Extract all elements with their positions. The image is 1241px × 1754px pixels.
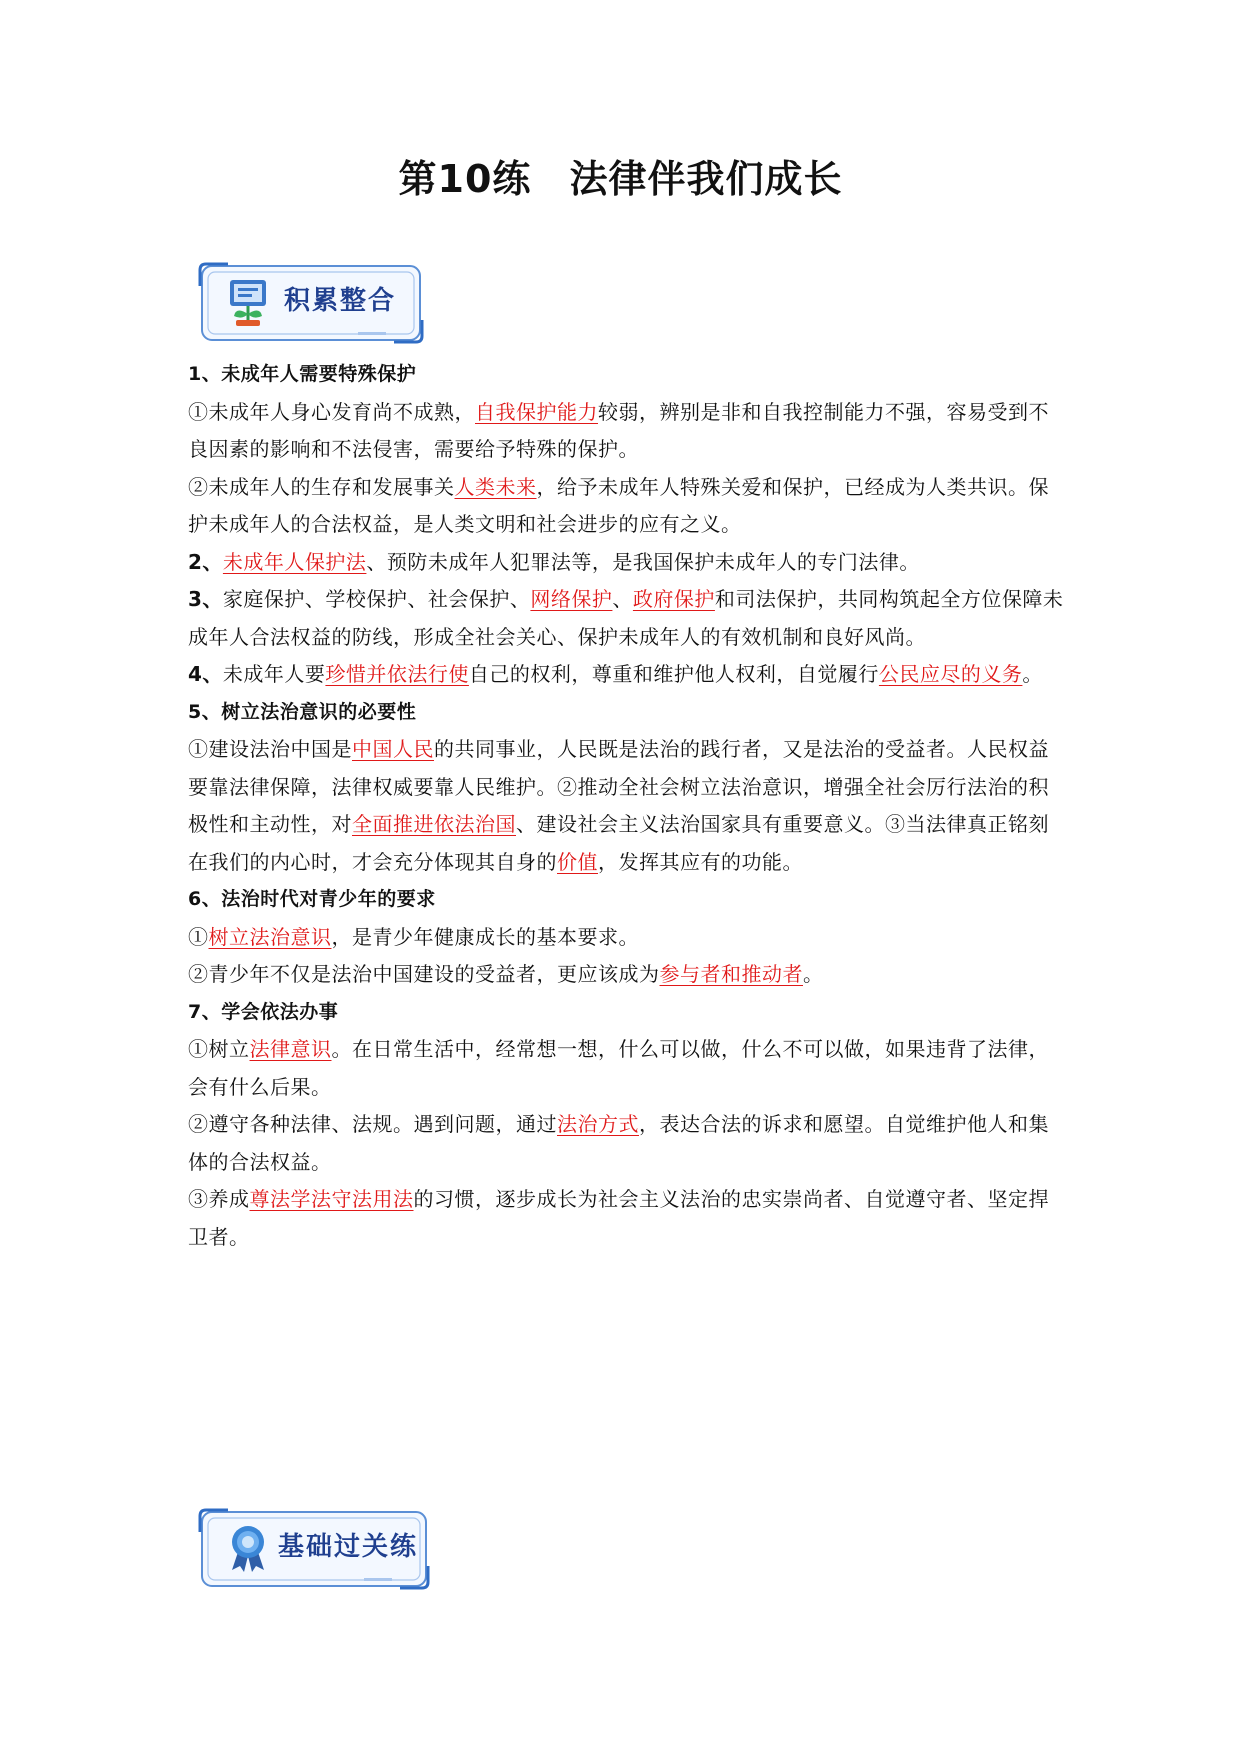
text-run: 未成年人要 bbox=[222, 662, 326, 686]
text-run: 。 bbox=[1022, 662, 1043, 686]
text-run: 的习惯，逐步成长为社会主义法治的忠实崇尚者、自觉遵守者、坚定捍卫者。 bbox=[188, 1187, 1049, 1249]
text-run: 和司法保护，共同构筑起全方位保障未成年人合法权益的防线，形成全社会关心、保护未成年人的有效机制和良好风尚。 bbox=[188, 587, 1064, 649]
practice-badge bbox=[198, 1508, 430, 1590]
section-1-heading: 1、未成年人需要特殊保护 bbox=[188, 363, 417, 385]
section-number: 4、 bbox=[188, 662, 223, 686]
text-run: ③养成 bbox=[188, 1187, 250, 1211]
text-run: ②青少年不仅是法治中国建设的受益者，更应该成为 bbox=[188, 962, 660, 986]
keyword: 树立法治意识 bbox=[208, 924, 332, 949]
summary-badge-label: 积累整合 bbox=[284, 286, 397, 316]
book-plant-icon bbox=[224, 276, 272, 328]
keyword: 未成年人保护法 bbox=[222, 549, 367, 574]
keyword: 网络保护 bbox=[530, 587, 613, 611]
section-7-para-1 bbox=[188, 1031, 1068, 1106]
text-run: ①树立 bbox=[188, 1037, 250, 1061]
title-part1: 第10练 bbox=[398, 157, 532, 201]
section-6-para-1 bbox=[188, 919, 1068, 957]
section-7-heading: 7、学会依法办事 bbox=[188, 1000, 339, 1023]
text-run: 较弱，辨别是非和自我控制能力不强，容易受到不良因素的影响和不法侵害，需要给予特殊的保护。 bbox=[188, 399, 1049, 461]
section-number: 3、 bbox=[188, 587, 223, 611]
text-run: 、建设社会主义法治国家具有重要意义。③当法律真正铭刻在我们的内心时，才会充分体现其自身的 bbox=[188, 812, 1049, 874]
text-run: ②遵守各种法律、法规。遇到问题，通过 bbox=[188, 1112, 557, 1136]
section-2 bbox=[188, 544, 1068, 582]
section-4 bbox=[188, 656, 1068, 694]
section-6-heading: 6、法治时代对青少年的要求 bbox=[188, 888, 436, 910]
text-run: 、 bbox=[612, 587, 633, 611]
text-run: 自己的权利，尊重和维护他人权利，自觉履行 bbox=[468, 662, 879, 686]
summary-badge bbox=[198, 262, 424, 344]
section-7-para-3 bbox=[188, 1181, 1068, 1256]
keyword: 政府保护 bbox=[632, 587, 715, 611]
text-run: ①未成年人身心发育尚不成熟， bbox=[188, 399, 475, 424]
ribbon-medal-icon bbox=[224, 1522, 272, 1574]
section-1-para-2 bbox=[188, 469, 1068, 544]
section-3 bbox=[188, 581, 1068, 656]
text-run: ，表达合法的诉求和愿望。自觉维护他人和集体的合法权益。 bbox=[188, 1112, 1049, 1174]
text-run: ①建设法治中国是 bbox=[188, 737, 352, 761]
keyword: 珍惜并依法行使 bbox=[325, 662, 469, 686]
text-run: ②未成年人的生存和发展事关 bbox=[188, 474, 455, 499]
section-7-para-2 bbox=[188, 1106, 1068, 1181]
title-part2: 法律伴我们成长 bbox=[569, 157, 843, 201]
summary-content bbox=[188, 356, 1068, 1256]
keyword: 中国人民 bbox=[352, 737, 434, 761]
keyword: 价值 bbox=[557, 849, 598, 874]
keyword: 尊法学法守法用法 bbox=[249, 1187, 414, 1211]
text-run: 、预防未成年人犯罪法等，是我国保护未成年人的专门法律。 bbox=[366, 549, 920, 574]
text-run: 。在日常生活中，经常想一想，什么可以做，什么不可以做，如果违背了法律，会有什么后果。 bbox=[188, 1037, 1049, 1099]
section-6-para-2 bbox=[188, 956, 1068, 994]
keyword: 全面推进依法治国 bbox=[352, 812, 516, 836]
section-1-para-1 bbox=[188, 394, 1068, 469]
text-run: 。 bbox=[803, 962, 824, 986]
keyword: 法治方式 bbox=[557, 1112, 639, 1136]
text-run: ① bbox=[188, 924, 209, 949]
section-number: 2、 bbox=[188, 549, 223, 574]
text-run: 家庭保护、学校保护、社会保护、 bbox=[222, 587, 531, 611]
keyword: 法律意识 bbox=[249, 1037, 332, 1061]
keyword: 人类未来 bbox=[454, 474, 537, 499]
page-title bbox=[0, 148, 1241, 203]
text-run: 的共同事业，人民既是法治的践行者，又是法治的受益者。人民权益要靠法律保障，法律权威要靠人民维护。②推动全社会树立法治意识，增强全社会厉行法治的积极性和主动性，对 bbox=[188, 737, 1049, 836]
keyword: 公民应尽的义务 bbox=[878, 662, 1023, 686]
text-run: ，是青少年健康成长的基本要求。 bbox=[331, 924, 639, 949]
text-run: ，给予未成年人特殊关爱和保护，已经成为人类共识。保护未成年人的合法权益，是人类文明和社会进步的应有之义。 bbox=[188, 474, 1049, 536]
keyword: 自我保护能力 bbox=[475, 399, 598, 424]
section-5-heading: 5、树立法治意识的必要性 bbox=[188, 700, 417, 723]
practice-badge-label: 基础过关练 bbox=[278, 1532, 419, 1562]
keyword: 参与者和推动者 bbox=[659, 962, 803, 986]
section-5-para-1 bbox=[188, 731, 1068, 881]
text-run: ，发挥其应有的功能。 bbox=[598, 849, 803, 874]
